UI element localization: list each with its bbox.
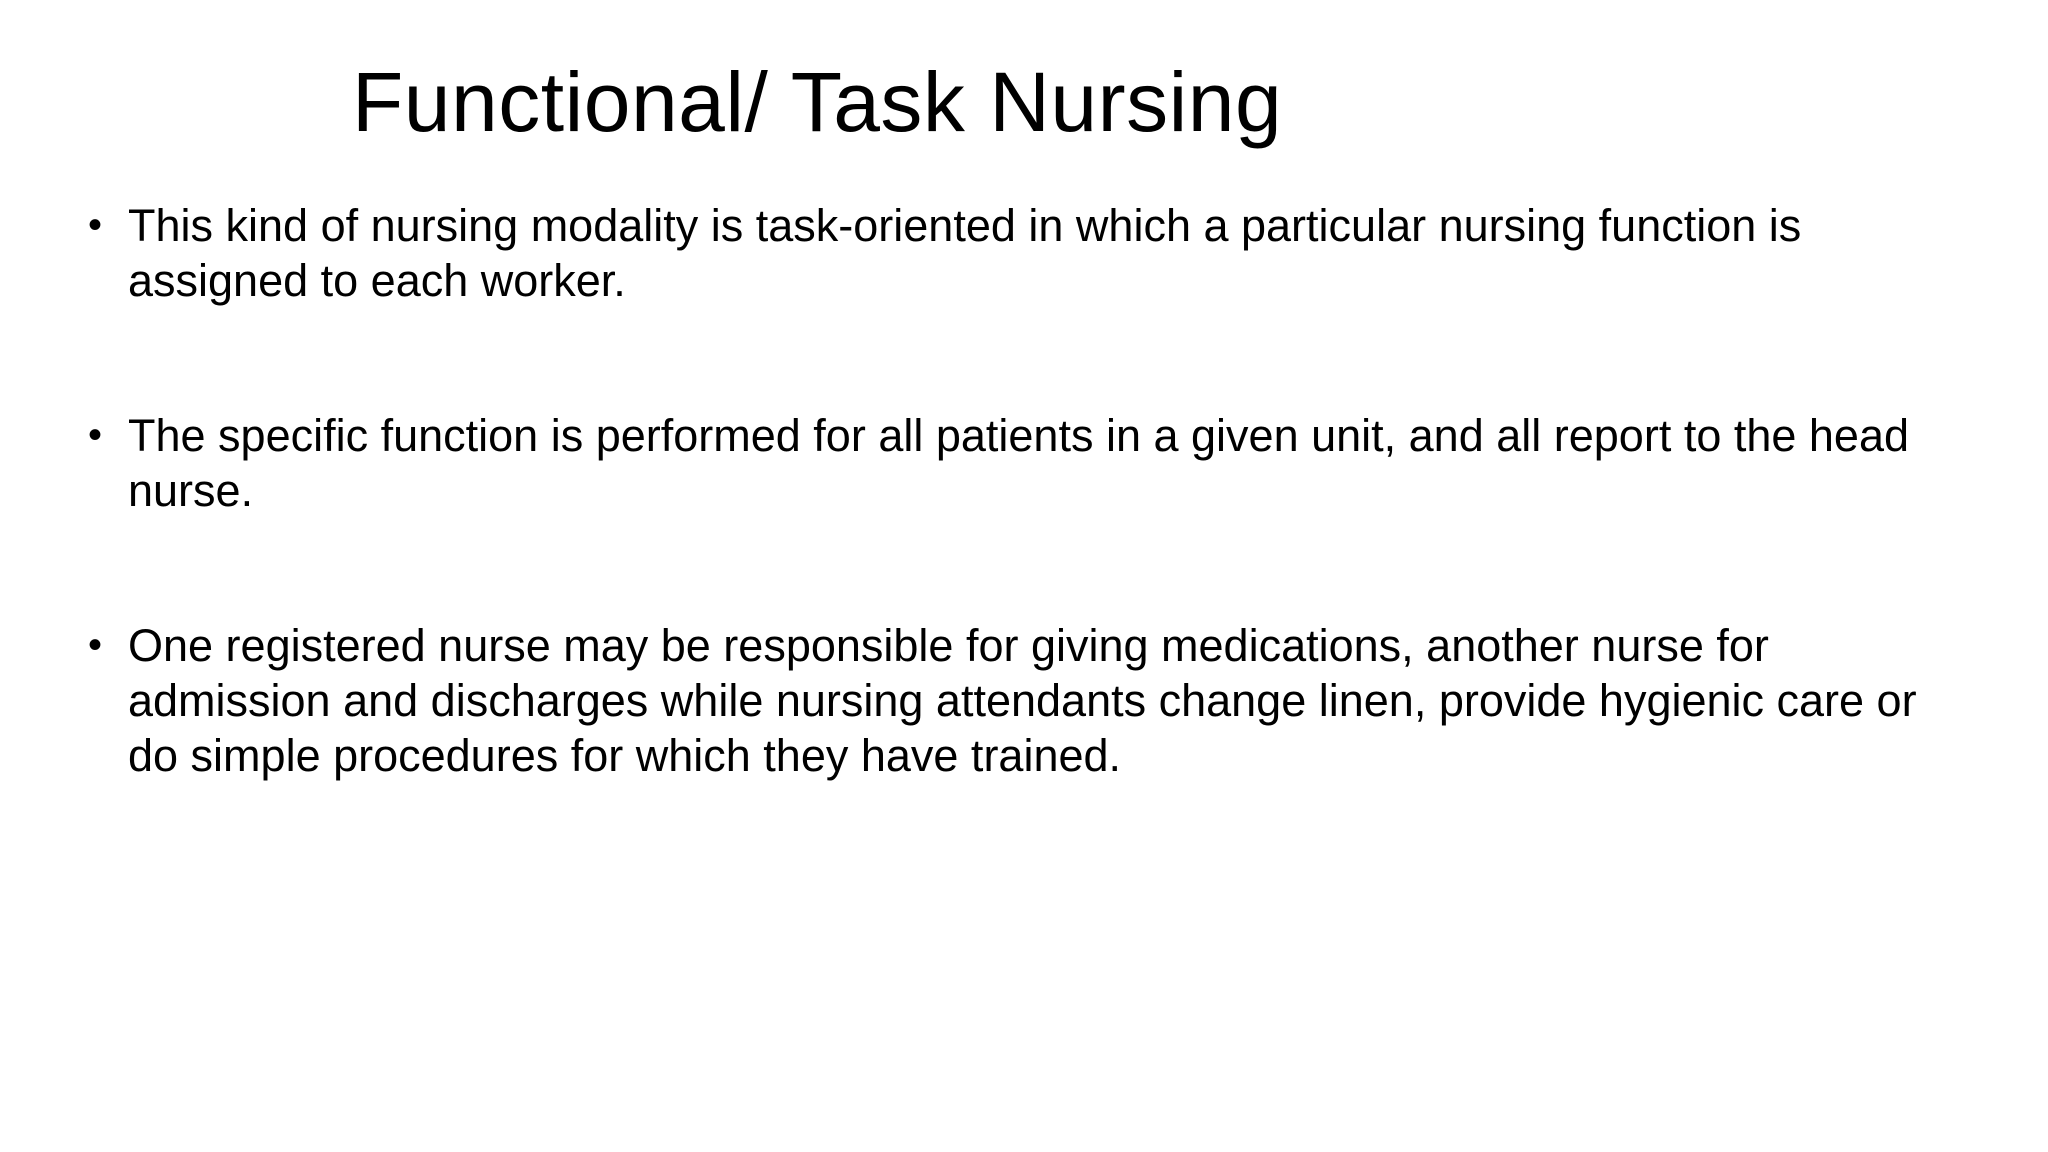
bullet-dot-icon: • <box>88 413 103 457</box>
bullet-item <box>88 408 1968 518</box>
bullet-text: This kind of nursing modality is task-oriented in which a particular nursing function is assigned to each worker. <box>128 200 1802 306</box>
bullet-list <box>88 198 1968 783</box>
slide-title: Functional/ Task Nursing <box>352 55 1283 149</box>
bullet-item <box>88 198 1968 308</box>
bullet-text: The specific function is performed for all patients in a given unit, and all report to the head nurse. <box>128 410 1910 516</box>
bullet-dot-icon: • <box>88 203 103 247</box>
bullet-dot-icon: • <box>88 623 103 667</box>
bullet-item <box>88 618 1968 783</box>
bullet-text: One registered nurse may be responsible for giving medications, another nurse for admission and discharges while nursing attendants change linen, provide hygienic care or do simple procedures for which they have trained. <box>128 620 1917 781</box>
